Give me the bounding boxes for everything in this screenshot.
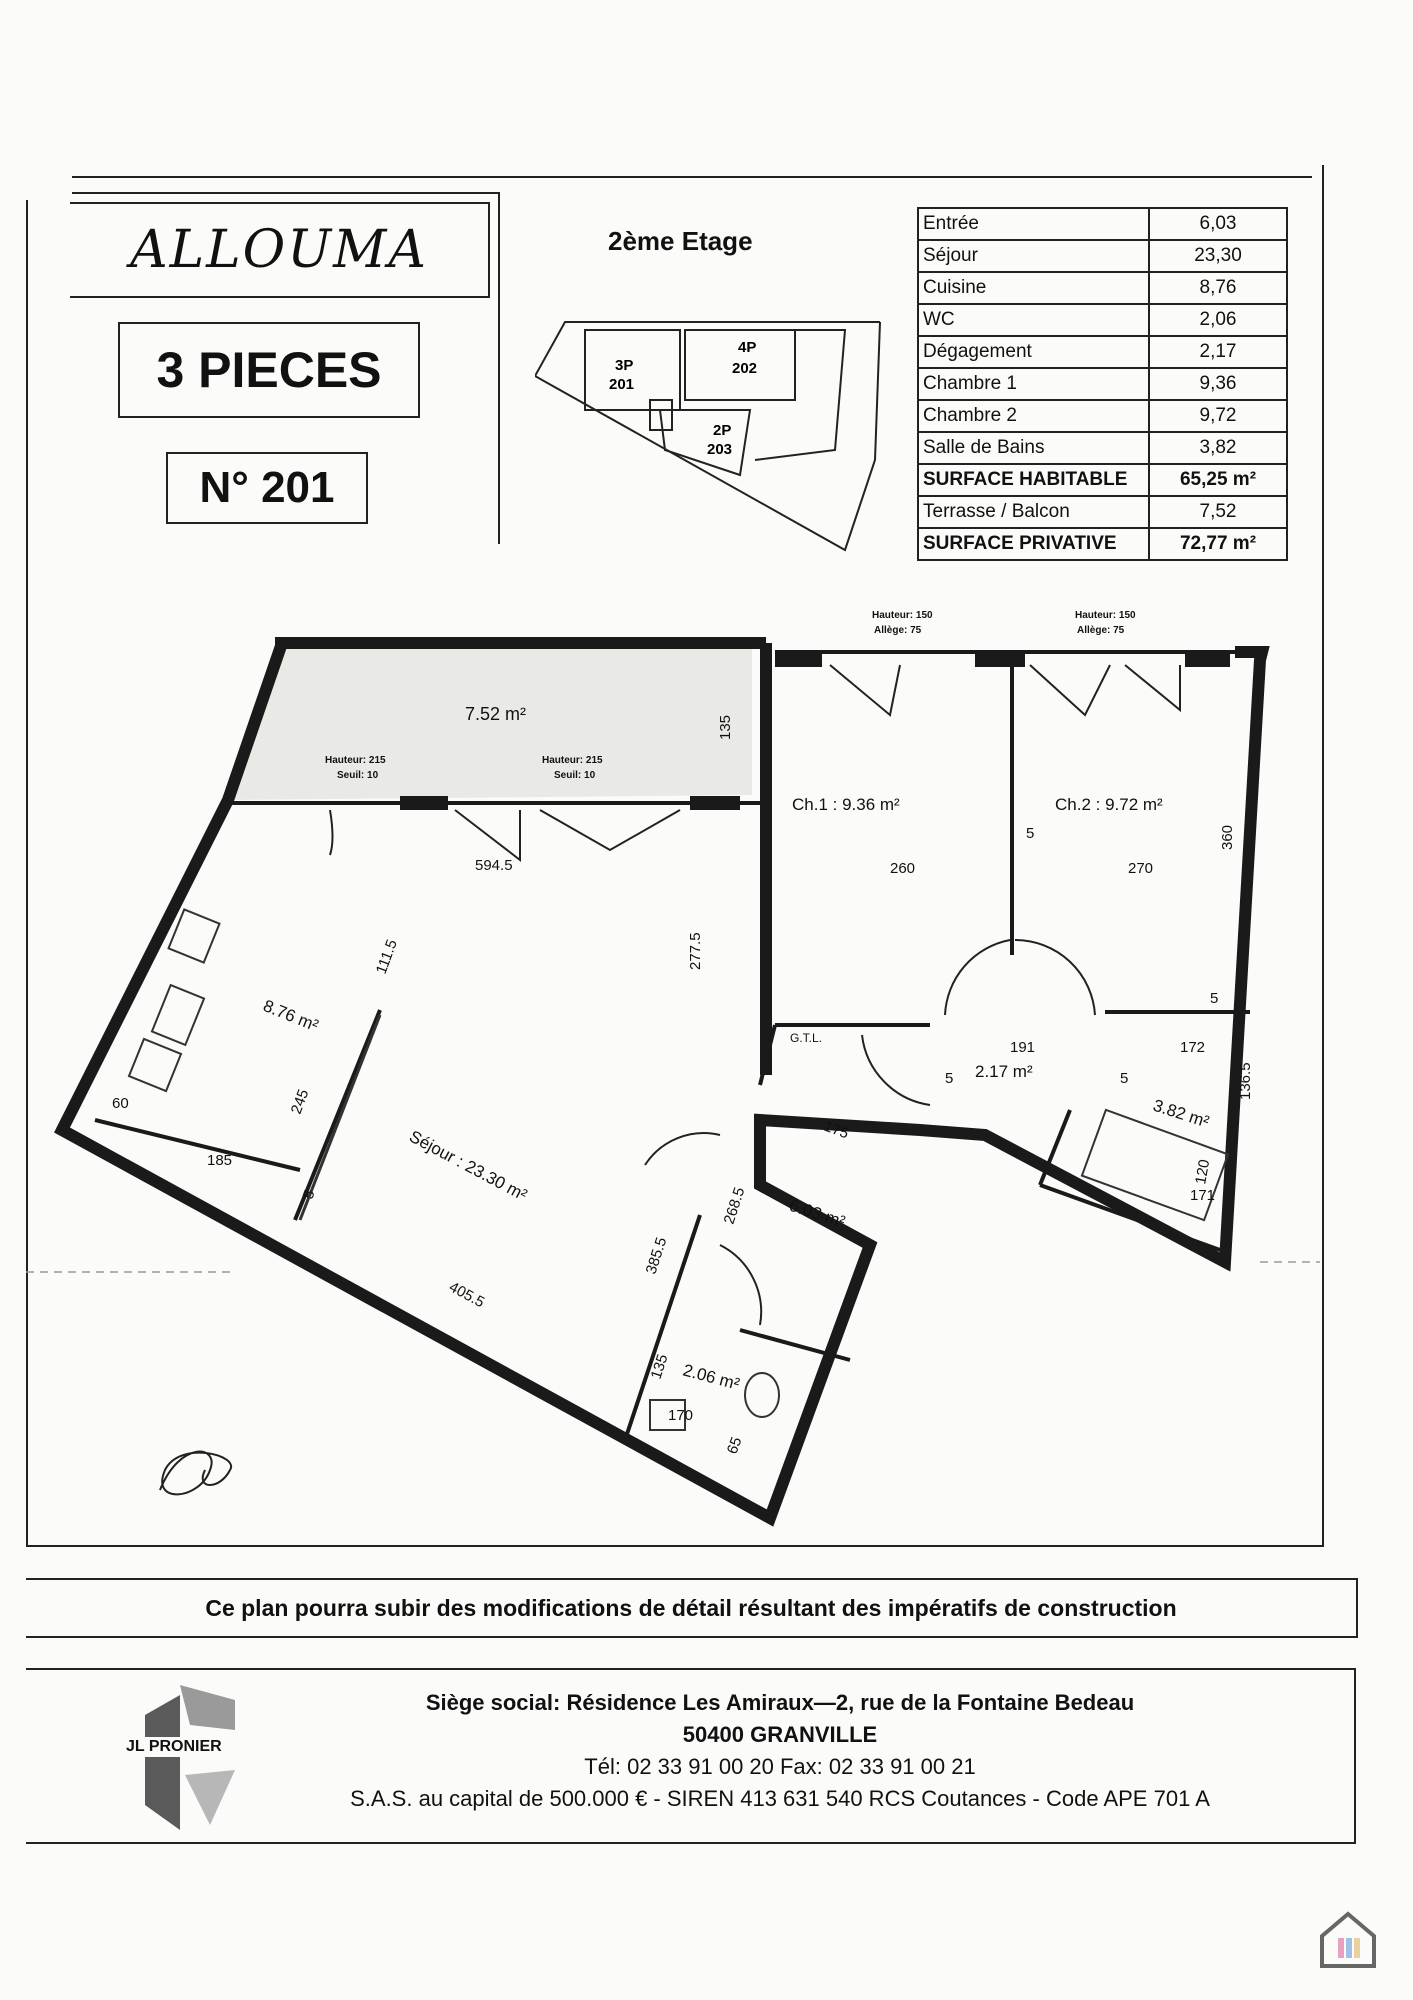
- surface-room-area: 9,36: [1149, 368, 1287, 400]
- degagement-label: 2.17 m²: [975, 1062, 1033, 1081]
- dim-245: 245: [287, 1087, 313, 1117]
- dim-268-5: 268.5: [720, 1185, 749, 1227]
- signature: [160, 1452, 231, 1495]
- dim-277-5: 277.5: [687, 932, 704, 970]
- surface-room-name: Cuisine: [918, 272, 1149, 304]
- keyplan-unit-201-number: 201: [609, 376, 635, 393]
- surface-room-name: Chambre 2: [918, 400, 1149, 432]
- company-line-2: 50400 GRANVILLE: [682, 1722, 878, 1747]
- window-ch1-height: Hauteur: 150: [872, 610, 933, 621]
- keyplan-unit-203-type: 2P: [713, 422, 732, 439]
- surface-room-area: 3,82: [1149, 432, 1287, 464]
- house-watermark-icon: [1318, 1910, 1378, 1970]
- dim-120: 120: [1192, 1158, 1214, 1186]
- dim-5e: 5: [1120, 1070, 1129, 1087]
- company-top-line: [26, 1668, 1356, 1670]
- window-ch1-sill: Allège: 75: [874, 625, 922, 636]
- surface-room-name: Salle de Bains: [918, 432, 1149, 464]
- surface-room-name: Séjour: [918, 240, 1149, 272]
- dim-5c: 5: [1210, 990, 1219, 1007]
- keyplan-unit-201-type: 3P: [615, 357, 634, 374]
- ch1-label: Ch.1 : 9.36 m²: [792, 795, 900, 814]
- ch2-label: Ch.2 : 9.72 m²: [1055, 795, 1163, 814]
- window-ch2-height: Hauteur: 150: [1075, 610, 1136, 621]
- dim-172: 172: [1180, 1039, 1206, 1056]
- dim-171: 171: [1190, 1187, 1216, 1204]
- company-line-3: Tél: 02 33 91 00 20 Fax: 02 33 91 00 21: [584, 1754, 976, 1779]
- dim-191: 191: [1010, 1039, 1036, 1056]
- dim-360: 360: [1219, 824, 1236, 850]
- surface-privative-label: SURFACE PRIVATIVE: [918, 528, 1149, 560]
- dim-175: 175: [821, 1117, 851, 1143]
- dim-111-5: 111.5: [372, 937, 401, 977]
- gtl-label: G.T.L.: [790, 1031, 823, 1045]
- surface-habitable-value: 65,25 m²: [1149, 464, 1287, 496]
- company-bottom-line: [26, 1842, 1356, 1844]
- brand-title: ALLOUMA: [70, 202, 490, 298]
- dim-270: 270: [1128, 860, 1154, 877]
- dim-135: 135: [717, 714, 734, 740]
- apartment-type: 3 PIECES: [118, 322, 420, 418]
- construction-note: Ce plan pourra subir des modifications de détail résultant des impératifs de construction: [26, 1578, 1358, 1638]
- dim-260: 260: [890, 860, 916, 877]
- company-address: [250, 1687, 1310, 1815]
- surface-habitable-label: SURFACE HABITABLE: [918, 464, 1149, 496]
- dim-594-5: 594.5: [475, 857, 513, 874]
- keyplan-unit-202-number: 202: [732, 360, 758, 377]
- terrace-label: Terrasse / Balcon: [918, 496, 1149, 528]
- dim-5a: 5: [299, 1187, 319, 1202]
- surface-room-area: 9,72: [1149, 400, 1287, 432]
- dim-5b: 5: [1026, 825, 1035, 842]
- dim-60: 60: [112, 1095, 129, 1112]
- floor-label: 2ème Etage: [608, 226, 753, 256]
- surface-room-name: WC: [918, 304, 1149, 336]
- dim-135b: 135: [647, 1352, 672, 1382]
- surface-room-area: 8,76: [1149, 272, 1287, 304]
- window-ch2-sill: Allège: 75: [1077, 625, 1125, 636]
- dim-385-5: 385.5: [642, 1235, 671, 1277]
- cuisine-label: 8.76 m²: [260, 996, 322, 1036]
- dim-185: 185: [207, 1152, 233, 1169]
- company-line-4: S.A.S. au capital de 500.000 € - SIREN 413 631 540 RCS Coutances - Code APE 701 A: [350, 1786, 1210, 1811]
- surface-room-name: Dégagement: [918, 336, 1149, 368]
- surface-room-name: Chambre 1: [918, 368, 1149, 400]
- entree-label: 6.03 m²: [786, 1195, 848, 1232]
- surface-room-area: 23,30: [1149, 240, 1287, 272]
- window-left1-sill: Seuil: 10: [337, 770, 379, 781]
- wc-label: 2.06 m²: [680, 1360, 742, 1394]
- surface-room-area: 2,17: [1149, 336, 1287, 368]
- sdb-label: 3.82 m²: [1150, 1095, 1212, 1132]
- terrace-hatch: [228, 648, 752, 800]
- terrace-area-label: 7.52 m²: [465, 704, 527, 724]
- dim-170: 170: [668, 1407, 694, 1424]
- keyplan-unit-202-type: 4P: [738, 339, 757, 356]
- dim-65: 65: [723, 1434, 746, 1457]
- dim-5d: 5: [945, 1070, 954, 1087]
- surface-room-area: 2,06: [1149, 304, 1287, 336]
- window-left2-height: Hauteur: 215: [542, 755, 603, 766]
- window-left2-sill: Seuil: 10: [554, 770, 596, 781]
- window-left1-height: Hauteur: 215: [325, 755, 386, 766]
- dim-405-5: 405.5: [446, 1278, 488, 1312]
- company-right-line: [1354, 1668, 1356, 1844]
- sejour-label: Séjour : 23.30 m²: [406, 1126, 531, 1205]
- surface-room-name: Entrée: [918, 208, 1149, 240]
- surface-room-area: 6,03: [1149, 208, 1287, 240]
- terrace-value: 7,52: [1149, 496, 1287, 528]
- surface-privative-value: 72,77 m²: [1149, 528, 1287, 560]
- keyplan-unit-203-number: 203: [707, 441, 733, 458]
- dim-136-5: 136.5: [1237, 1062, 1254, 1100]
- lot-number: N° 201: [166, 452, 368, 524]
- company-logo-text: JL PRONIER: [126, 1738, 222, 1755]
- company-line-1: Siège social: Résidence Les Amiraux—2, rue de la Fontaine Bedeau: [425, 1690, 1135, 1715]
- company-logo: [126, 1685, 235, 1830]
